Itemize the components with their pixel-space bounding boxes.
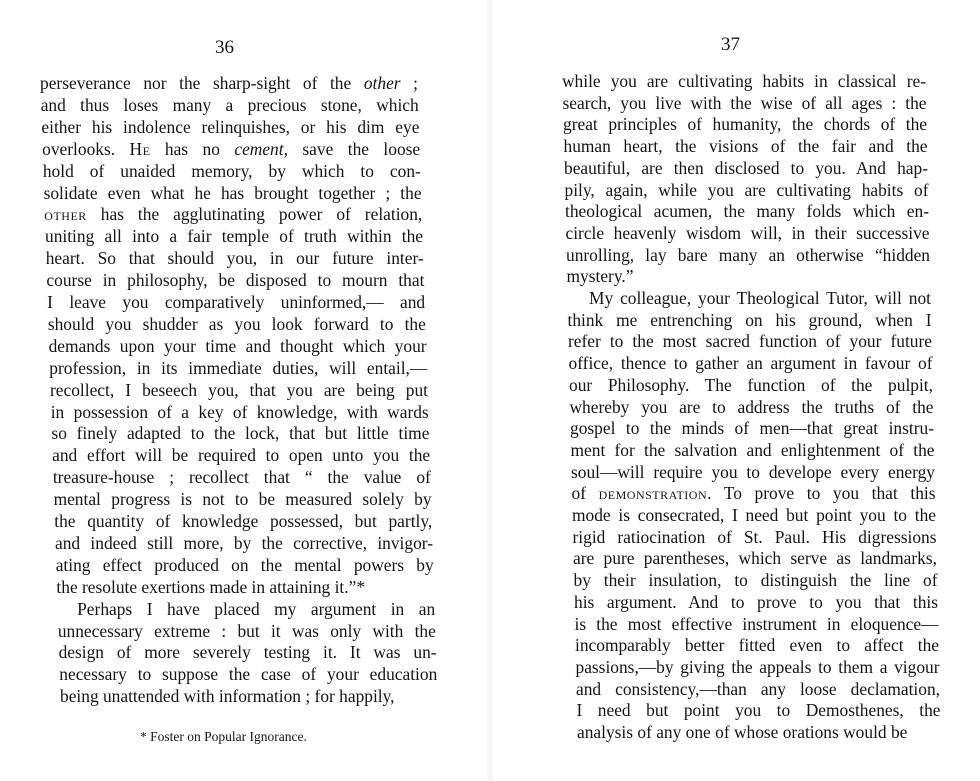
- footnote: * Foster on Popular Ignorance.: [140, 729, 307, 744]
- text-line: while you are cultivating habits in classical re-: [562, 71, 926, 91]
- text-line: course in philosophy, be disposed to mourn that: [46, 270, 425, 291]
- text-line: overlooks. He has no cement, save the loose: [42, 138, 421, 159]
- text-line: gospel to the minds of men—that great instru-: [570, 418, 934, 439]
- text-line: ating effect produced on the mental powers by: [55, 554, 434, 575]
- text-line: heart. So that should you, in our future inter-: [45, 248, 424, 269]
- text-line: mode is consecrated, I need but point you to the: [572, 505, 936, 525]
- text-line: beautiful, are then disclosed to you. And hap-: [564, 157, 928, 178]
- text-line: in possession of a key of knowledge, with wards: [50, 401, 429, 422]
- text-line: analysis of any one of whose orations would be: [577, 722, 908, 742]
- text-line: Perhaps I have placed my argument in an: [77, 598, 436, 619]
- text-line: I leave you comparatively uninformed,— and: [47, 292, 426, 312]
- text-line: rigid ratiocination of St. Paul. His digressions: [572, 526, 937, 547]
- right-page: [490, 0, 980, 781]
- text-line: passions,—by giving the appeals to them a vigour: [575, 656, 940, 677]
- text-line: think me entrenching on his ground, when I: [567, 309, 932, 330]
- text-line: human heart, the visions of the fair and the: [563, 136, 928, 157]
- text-line: unrolling, lay bare many an otherwise “hidden: [566, 244, 930, 265]
- text-line: is the most effective instrument in eloquence—: [574, 613, 939, 634]
- text-line: and effort will be required to open unto you the: [52, 445, 431, 466]
- text-line: pily, again, while you are cultivating habits of: [564, 179, 929, 200]
- text-line: soul—will require you to develope every energy: [571, 461, 935, 482]
- text-line: mystery.”: [566, 266, 634, 287]
- text-line: perseverance nor the sharp-sight of the other ;: [40, 73, 419, 93]
- text-line: whereby you are to address the truths of the: [569, 396, 934, 417]
- page-number: 37: [721, 34, 740, 55]
- text-line: mental progress is not to be measured solely by: [53, 489, 432, 510]
- page-number: 36: [215, 37, 234, 58]
- text-line: by their insulation, to distinguish the line of: [573, 570, 938, 591]
- text-line: hold of unaided memory, by which to con-: [42, 160, 421, 181]
- text-line: recollect, I beseech you, that you are being put: [50, 379, 428, 400]
- text-line: our Philosophy. The function of the pulpit,: [569, 374, 933, 395]
- text-line: design of more severely testing it. It was un-: [58, 642, 437, 663]
- text-line: ment for the salvation and enlightenment of the: [570, 439, 935, 460]
- text-line: solidate even what he has brought together ; the: [43, 182, 422, 203]
- text-line: circle heavenly wisdom will, in their successive: [565, 222, 930, 243]
- text-line: the quantity of knowledge possessed, but partly,: [54, 511, 433, 531]
- text-line: great principles of humanity, the chords of the: [563, 114, 927, 135]
- text-line: theological acumen, the many folds which en-: [565, 201, 929, 222]
- text-line: so finely adapted to the lock, that but little time: [51, 423, 430, 444]
- text-line: uniting all into a fair temple of truth within the: [45, 226, 423, 247]
- text-line: profession, in its immediate duties, will entail,—: [49, 357, 428, 378]
- text-line: of demonstration. To prove to you that this: [571, 483, 936, 504]
- text-line: search, you live with the wise of all ages : the: [562, 92, 927, 113]
- text-line: either his indolence relinquishes, or his dim eye: [41, 116, 420, 137]
- text-line: treasure-house ; recollect that “ the value of: [52, 467, 431, 488]
- text-line: incomparably better fitted even to affect the: [575, 635, 939, 656]
- text-line: My colleague, your Theological Tutor, will not: [589, 288, 931, 308]
- text-line: the resolute exertions made in attaining it.”*: [56, 576, 366, 597]
- text-line: demands upon your time and thought which your: [48, 335, 427, 356]
- text-line: unnecessary extreme : but it was only with the: [57, 620, 436, 641]
- text-line: other has the agglutinating power of relation,: [44, 204, 423, 225]
- text-line: and consistency,—than any loose declamation,: [576, 678, 940, 699]
- text-line: his argument. And to prove to you that this: [574, 591, 938, 612]
- text-line: being unattended with information ; for happily,: [60, 686, 395, 707]
- text-line: should you shudder as you look forward to the: [47, 313, 426, 334]
- text-line: and indeed still more, by the corrective, invigor-: [55, 532, 433, 553]
- text-line: office, thence to gather an argument in favour of: [568, 353, 933, 374]
- text-line: are pure parentheses, which serve as landmarks,: [573, 548, 937, 569]
- text-line: refer to the most sacred function of your future: [568, 331, 932, 352]
- text-line: and thus loses many a precious stone, which: [40, 94, 419, 115]
- text-line: necessary to suppose the case of your education: [59, 664, 438, 685]
- text-line: I need but point you to Demosthenes, the: [576, 700, 941, 721]
